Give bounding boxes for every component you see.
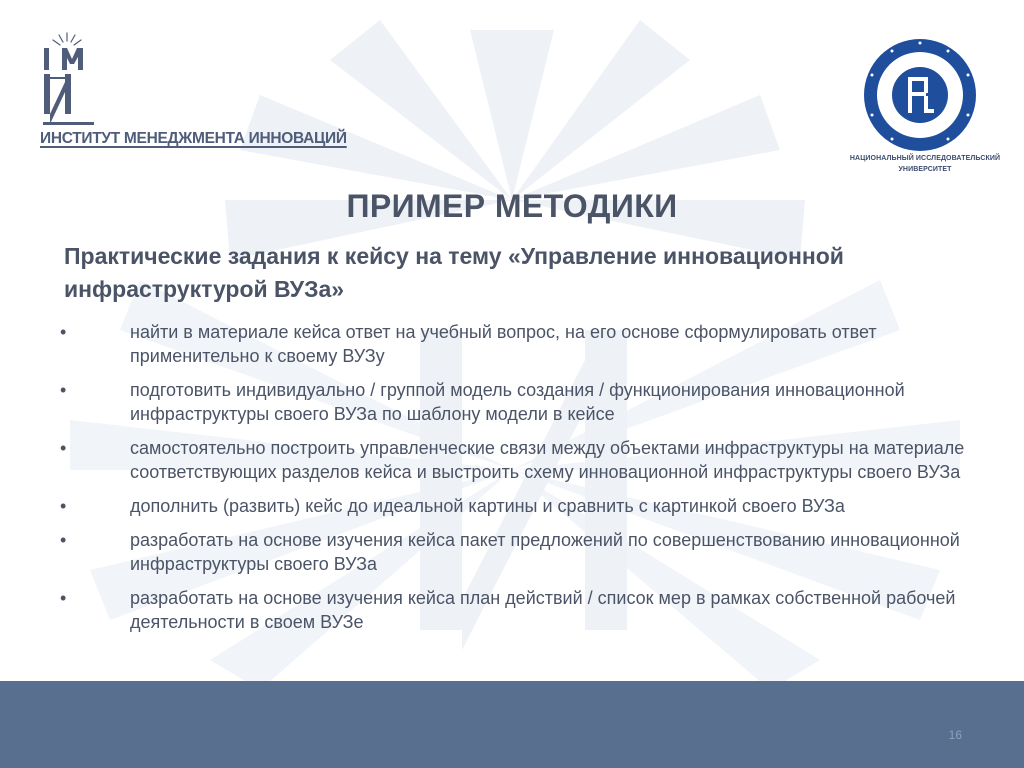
- university-caption-line-1: НАЦИОНАЛЬНЫЙ ИССЛЕДОВАТЕЛЬСКИЙ: [849, 155, 1001, 162]
- list-item-text: найти в материале кейса ответ на учебный вопрос, на его основе сформулировать ответ применительно к своему ВУЗу: [130, 322, 877, 366]
- slide-title: ПРИМЕР МЕТОДИКИ: [346, 188, 678, 224]
- page-number: 16: [948, 728, 962, 742]
- list-item: [60, 494, 980, 518]
- list-item-text: самостоятельно построить управленческие связи между объектами инфраструктуры на материале соответствующих разделов кейса и выстроить схему инновационной инфраструктуры своего ВУЗа: [130, 438, 965, 482]
- list-item-text: дополнить (развить) кейс до идеальной картины и сравнить с картинкой своего ВУЗа: [130, 496, 845, 516]
- list-item-text: разработать на основе изучения кейса пакет предложений по совершенствованию инновационной инфраструктуры своего ВУЗа: [130, 530, 960, 574]
- bullet-marker: •: [60, 380, 67, 400]
- bullet-marker: •: [60, 438, 67, 458]
- list-item-text: подготовить индивидуально / группой модель создания / функционирования инновационной инфраструктуры своего ВУЗа по шаблону модели в кейсе: [130, 380, 905, 424]
- task-list: [60, 320, 980, 644]
- list-item: [60, 528, 980, 576]
- university-caption: [840, 153, 1010, 175]
- bullet-marker: •: [60, 496, 67, 516]
- slide-subtitle: Практические задания к кейсу на тему «Управление инновационной инфраструктурой ВУЗа»: [64, 243, 844, 302]
- list-item: [60, 436, 980, 484]
- list-item: [60, 586, 980, 634]
- list-item-text: разработать на основе изучения кейса план действий / список мер в рамках собственной рабочей деятельности в своем ВУЗе: [130, 588, 956, 632]
- bullet-marker: •: [60, 588, 67, 608]
- hse-logo-icon: [860, 35, 980, 155]
- footer-bar: [0, 681, 1024, 768]
- list-item: [60, 378, 980, 426]
- bullet-marker: •: [60, 530, 67, 550]
- list-item: [60, 320, 980, 368]
- university-caption-line-2: УНИВЕРСИТЕТ: [898, 166, 952, 173]
- bullet-marker: •: [60, 322, 67, 342]
- institute-name: ИНСТИТУТ МЕНЕДЖМЕНТА ИННОВАЦИЙ: [40, 130, 347, 147]
